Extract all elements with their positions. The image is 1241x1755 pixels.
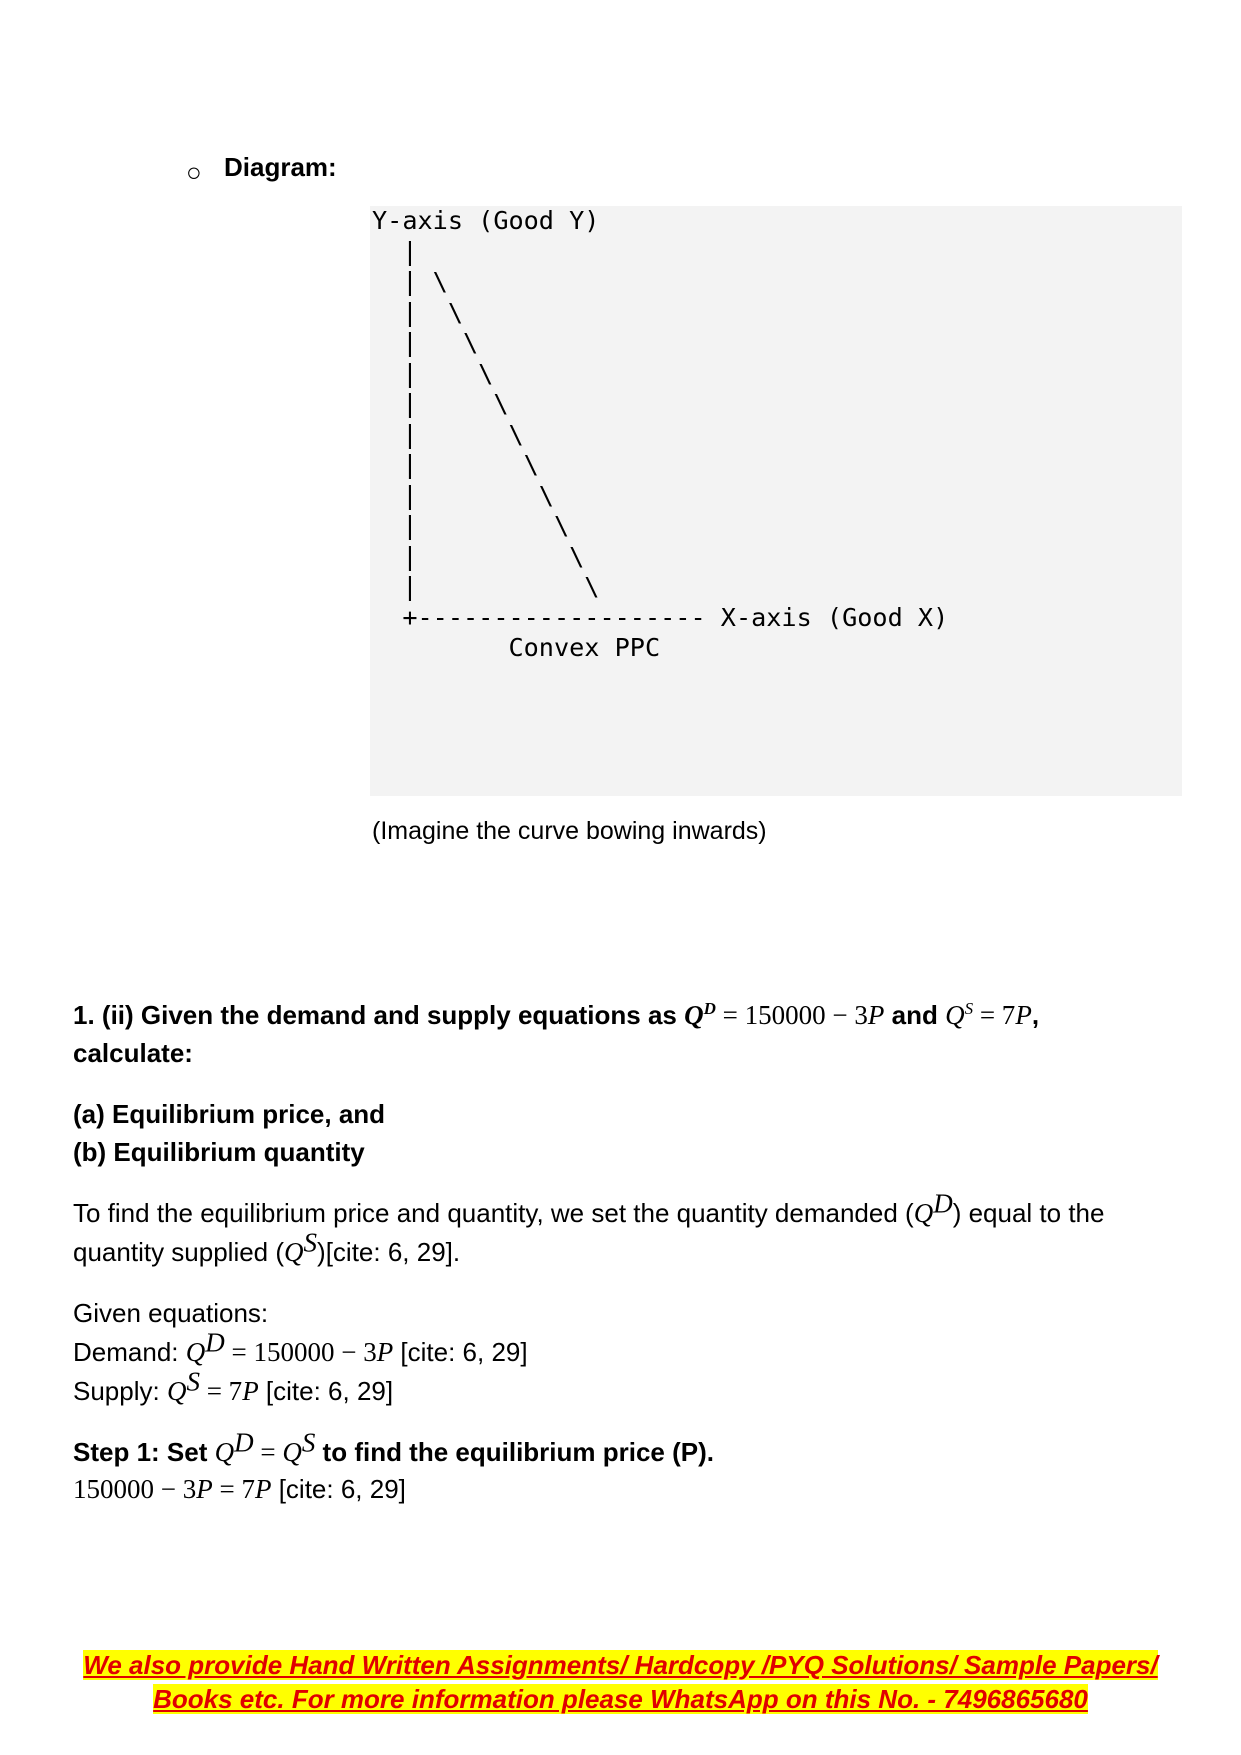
diagram-line: | \	[372, 419, 524, 449]
diagram-line: |	[372, 236, 418, 266]
diagram-line: | \	[372, 572, 600, 601]
promo-footer-line-1: We also provide Hand Written Assignments/ Hardcopy /PYQ Solutions/ Sample Papers/	[83, 1650, 1158, 1680]
intro-line-1: To find the equilibrium price and quantity, we set the quantity demanded $(Q^D)$ equal to the	[73, 1188, 1105, 1228]
diagram-line: | \	[372, 328, 479, 357]
question-line-2: calculate:	[73, 1038, 193, 1068]
part-a: (a) Equilibrium price, and	[73, 1099, 386, 1129]
and-word: and	[891, 1000, 938, 1030]
diagram-caption: (Imagine the curve bowing inwards)	[372, 817, 767, 845]
diagram-line: | \	[372, 297, 463, 327]
diagram-heading: Diagram:	[224, 152, 337, 182]
diagram-line: | \	[372, 480, 554, 510]
diagram-line: +------------------- X-axis (Good X)	[372, 602, 949, 632]
diagram-line: | \	[372, 541, 585, 571]
part-b: (b) Equilibrium quantity	[73, 1137, 365, 1167]
ascii-ppc-diagram	[372, 206, 948, 664]
diagram-line: | \	[372, 389, 509, 418]
step1-heading: Step 1: Set $Q^D = Q^S$ to find the equilibrium price (P).	[73, 1427, 714, 1467]
intro-line-2: quantity supplied $(Q^S)[cite$: 6, 29].	[73, 1227, 461, 1267]
question-line-1: 1. (ii) Given the demand and supply equations as $Q^D = 150000 - 3P$ and $Q^S = 7P$,	[73, 999, 1040, 1030]
step1-equation: 150000 − 3P = 7P [cite: 6, 29]	[73, 1474, 406, 1504]
demand-equation: $Q^D = 150000 - 3P$	[684, 999, 885, 1030]
given-demand: Demand: $Q^D = 150000 - 3P$ [cite: 6, 29]	[73, 1327, 528, 1367]
supply-equation: $Q^S = 7P$	[945, 999, 1032, 1030]
diagram-line: | \	[372, 358, 494, 388]
given-label: Given equations:	[73, 1298, 269, 1328]
question-lead: 1. (ii) Given the demand and supply equations as	[73, 1000, 677, 1030]
diagram-line: Y-axis (Good Y)	[372, 206, 600, 235]
diagram-line: | \	[372, 450, 539, 479]
diagram-line: Convex PPC	[372, 633, 661, 662]
diagram-line: | \	[372, 267, 448, 296]
list-bullet: ○	[186, 157, 202, 187]
diagram-line: | \	[372, 511, 570, 540]
promo-footer-line-2: Books etc. For more information please WhatsApp on this No. - 7496865680	[153, 1684, 1088, 1714]
given-supply: Supply: $Q^S = 7P$ [cite: 6, 29]	[73, 1366, 394, 1406]
